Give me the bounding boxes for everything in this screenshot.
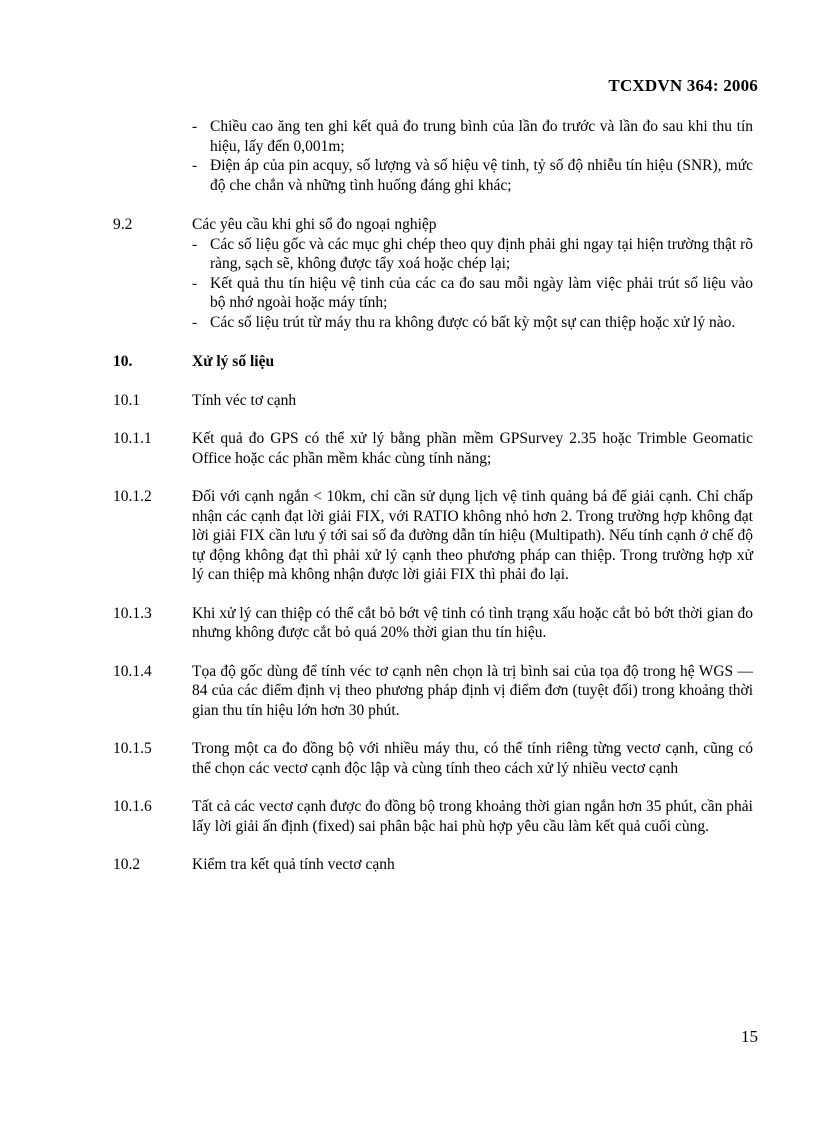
section-10 (113, 352, 753, 372)
section-number: 10. (113, 353, 133, 370)
section-heading: Xử lý số liệu (192, 353, 275, 370)
top-list-row (113, 117, 753, 195)
top-list-body (192, 117, 753, 195)
dash-bullet: - (192, 118, 198, 135)
dash-bullet: - (192, 157, 198, 174)
section-body (192, 215, 753, 332)
section-body (192, 855, 753, 875)
section-text: Kết quả đo GPS có thể xử lý bằng phần mềm GPSurvey 2.35 hoặc Trimble Geomatic Office hoặc các phần mềm khác cùng tính năng; (192, 430, 753, 467)
section-number: 10.1 (113, 391, 141, 409)
section-number: 10.1.3 (113, 604, 152, 622)
top-dash-list (192, 117, 753, 195)
section-number: 10.1.4 (113, 662, 152, 680)
dash-bullet: - (192, 235, 198, 253)
section-text: Khi xử lý can thiệp có thể cắt bỏ bớt vệ tinh có tình trạng xấu hoặc cắt bỏ bớt thời gian đo nhưng không được cắt bỏ quá 20% thời gian thu tín hiệu. (192, 604, 753, 641)
section-number: 9.2 (113, 216, 133, 233)
section-number: 10.2 (113, 856, 141, 873)
dash-bullet: - (192, 274, 198, 292)
section-9-2 (113, 215, 753, 332)
section-10-1 (113, 391, 753, 411)
section-body (192, 739, 753, 778)
section-body (192, 797, 753, 836)
section-title: Kiểm tra kết quả tính vectơ cạnh (192, 856, 395, 873)
section-body (192, 662, 753, 721)
section-9-2-list (192, 235, 753, 333)
section-text: Tất cả các vectơ cạnh được đo đồng bộ trong khoảng thời gian ngắn hơn 35 phút, cần phải lấy lời giải ấn định (fixed) sai phân bậc hai phù hợp yêu cầu làm kết quả cuối cùng. (192, 798, 753, 835)
section-10-1-1 (113, 429, 753, 468)
section-title: Tính véc tơ cạnh (192, 391, 297, 409)
section-number: 10.1.6 (113, 798, 152, 815)
page-number: 15 (741, 1027, 758, 1046)
document-code: TCXDVN 364: 2006 (608, 76, 758, 95)
section-10-1-4 (113, 662, 753, 721)
section-10-1-3 (113, 604, 753, 643)
list-item: - Các số liệu gốc và các mục ghi chép theo quy định phải ghi ngay tại hiện trường thật rõ ràng, sạch sẽ, không được tẩy xoá hoặc chép lại; (192, 235, 753, 272)
page-content (113, 117, 753, 875)
section-body (192, 429, 753, 468)
list-item: - Kết quả thu tín hiệu vệ tinh của các ca đo sau mỗi ngày làm việc phải trút số liệu vào bộ nhớ ngoài hoặc máy tính; (192, 274, 753, 311)
section-10-2 (113, 855, 753, 875)
section-body (192, 391, 753, 411)
list-item: - Các số liệu trút từ máy thu ra không được có bất kỳ một sự can thiệp hoặc xử lý nào. (192, 313, 736, 331)
section-text: Trong một ca đo đồng bộ với nhiều máy thu, có thể tính riêng từng vectơ cạnh, cũng có thể chọn các vectơ cạnh độc lập và cùng tính theo cách xử lý nhiều vectơ cạnh (192, 740, 753, 777)
section-body (192, 352, 753, 372)
section-body (192, 487, 753, 585)
section-title: Các yêu cầu khi ghi sổ đo ngoại nghiệp (192, 216, 437, 233)
section-10-1-5 (113, 739, 753, 778)
section-10-1-6 (113, 797, 753, 836)
section-number: 10.1.1 (113, 430, 152, 447)
dash-bullet: - (192, 313, 198, 331)
section-body (192, 604, 753, 643)
section-number: 10.1.5 (113, 740, 152, 757)
section-text: Tọa độ gốc dùng để tính véc tơ cạnh nên chọn là trị bình sai của tọa độ trong hệ WGS —84 của các điểm định vị theo phương pháp định vị điểm đơn (tuyệt đối) trong khoảng thời gian thu tín hiệu lớn hơn 30 phút. (192, 662, 753, 719)
list-item: - Điện áp của pin acquy, số lượng và số hiệu vệ tinh, tỷ số độ nhiễu tín hiệu (SNR), mức độ che chắn và những tình huống đáng ghi khác; (192, 157, 753, 194)
section-10-1-2 (113, 487, 753, 585)
list-item: - Chiều cao ăng ten ghi kết quả đo trung bình của lần đo trước và lần đo sau khi thu tín hiệu, lấy đến 0,001m; (192, 118, 753, 155)
section-number: 10.1.2 (113, 488, 152, 505)
section-text: Đối với cạnh ngắn < 10km, chỉ cần sử dụng lịch vệ tinh quảng bá để giải cạnh. Chỉ chấp nhận các cạnh đạt lời giải FIX, với RATIO không nhỏ hơn 2. Trong trường hợp không đạt lời giải FIX cần lưu ý tới sai số đa đường dẫn tín hiệu (Multipath). Nếu tính cạnh ở chế độ tự động không đạt thì phải xử lý cạnh theo phương pháp can thiệp. Trong trường hợp xử lý can thiệp mà không nhận được lời giải FIX thì phải đo lại. (192, 488, 753, 583)
